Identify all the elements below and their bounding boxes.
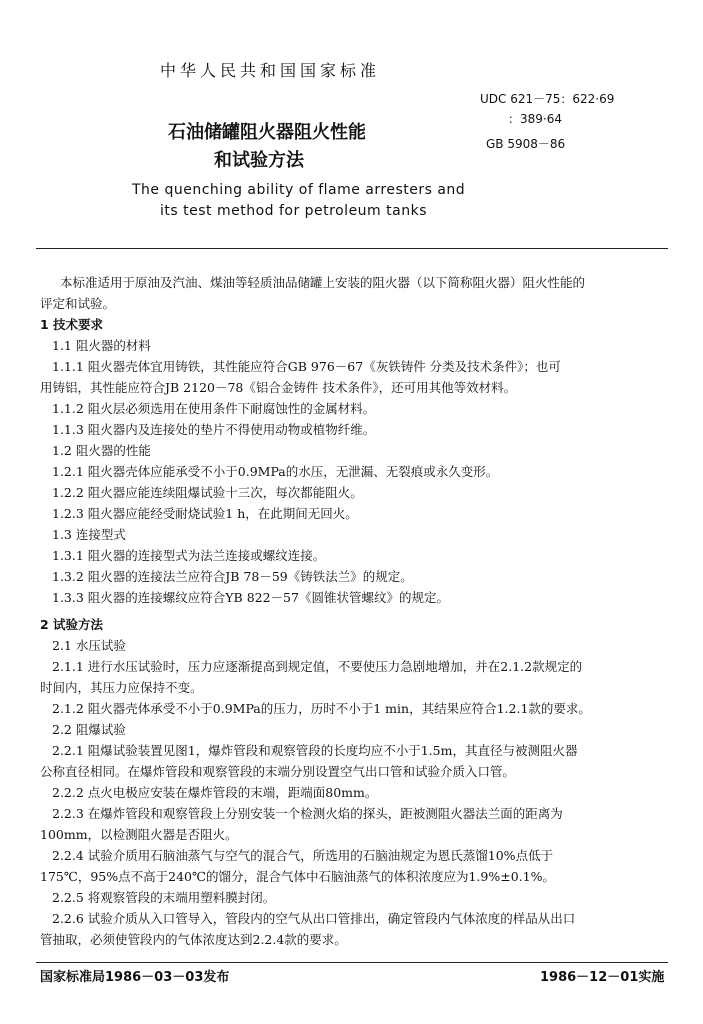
subsection-heading: 1.1 阻火器的材料 <box>52 338 151 353</box>
body-line: 1.3.2 阻火器的连接法兰应符合JB 78－59《铸铁法兰》的规定。 <box>52 569 413 584</box>
body-line: 1.1.2 阻火层必须选用在使用条件下耐腐蚀性的金属材料。 <box>52 401 376 416</box>
body-line: 1.1.3 阻火器内及连接处的垫片不得使用动物或植物纤维。 <box>52 422 376 437</box>
body-line: 2.2.4 试验介质用石脑油蒸气与空气的混合气，所选用的石脑油规定为恩氏蒸馏10%点低于 <box>52 848 554 863</box>
body-line: 100mm，以检测阻火器是否阻火。 <box>40 827 238 842</box>
subsection-heading: 2.1 水压试验 <box>52 638 126 653</box>
subsection-heading: 2.2 阻爆试验 <box>52 722 126 737</box>
body-line: 1.3.3 阻火器的连接螺纹应符合YB 822－57《圆锥状管螺纹》的规定。 <box>52 590 449 605</box>
body-line: 2.2.2 点火电极应安装在爆炸管段的末端，距端面80mm。 <box>52 785 378 800</box>
english-title-line2: its test method for petroleum tanks <box>160 203 427 219</box>
header-rule <box>36 248 668 249</box>
body-line: 时间内，其压力应保持不变。 <box>40 680 203 695</box>
body-line: 2.1.2 阻火器壳体承受不小于0.9MPa的压力，历时不小于1 min，其结果应符合1.2.1款的要求。 <box>52 701 591 716</box>
document-body <box>40 272 666 950</box>
body-line: 公称直径相同。在爆炸管段和观察管段的末端分别设置空气出口管和试验介质入口管。 <box>40 764 516 779</box>
body-line: 175℃，95%点不高于240℃的馏分，混合气体中石脑油蒸气的体积浓度应为1.9%±0.1%。 <box>40 869 555 884</box>
body-line: 用铸铝，其性能应符合JB 2120－78《铝合金铸件 技术条件》，还可用其他等效材料。 <box>40 380 517 395</box>
footer-rule <box>36 962 668 963</box>
body-line: 2.1.1 进行水压试验时，压力应逐渐提高到规定值，不要使压力急剧地增加，并在2.1.2款规定的 <box>52 659 583 674</box>
body-line: 1.1.1 阻火器壳体宜用铸铁，其性能应符合GB 976－67《灰铁铸件 分类及技术条件》；也可 <box>52 359 561 374</box>
issue-date: 国家标准局1986－03－03发布 <box>40 970 230 985</box>
section-heading-2: 2 试验方法 <box>40 617 104 632</box>
body-line: 本标准适用于原油及汽油、煤油等轻质油品储罐上安装的阻火器（以下简称阻火器）阻火性能的 <box>60 275 586 290</box>
body-line: 2.2.5 将观察管段的末端用塑料膜封闭。 <box>52 890 276 905</box>
body-line: 1.3.1 阻火器的连接型式为法兰连接或螺纹连接。 <box>52 548 326 563</box>
document-title-line1: 石油储罐阻火器阻火性能 <box>168 122 366 143</box>
body-line: 2.2.3 在爆炸管段和观察管段上分别安装一个检测火焰的探头，距被测阻火器法兰面的距离为 <box>52 806 563 821</box>
national-standard-heading: 中华人民共和国国家标准 <box>160 61 381 80</box>
body-line: 管抽取，必须使管段内的气体浓度达到2.2.4款的要求。 <box>40 932 347 947</box>
body-line: 2.2.6 试验介质从入口管导入，管段内的空气从出口管排出，确定管段内气体浓度的样品从出口 <box>52 911 576 926</box>
body-line: 2.2.1 阻爆试验装置见图1，爆炸管段和观察管段的长度均应不小于1.5m，其直径与被测阻火器 <box>52 743 578 758</box>
effective-date: 1986－12－01实施 <box>540 970 665 985</box>
body-line: 1.2.1 阻火器壳体应能承受不小于0.9MPa的水压，无泄漏、无裂痕或永久变形。 <box>52 464 499 479</box>
body-line: 1.2.2 阻火器应能连续阻爆试验十三次，每次都能阻火。 <box>52 485 363 500</box>
subsection-heading: 1.3 连接型式 <box>52 527 126 542</box>
document-title-line2: 和试验方法 <box>214 150 304 171</box>
english-title-line1: The quenching ability of flame arresters and <box>132 182 466 198</box>
section-heading-1: 1 技术要求 <box>40 317 104 332</box>
subsection-heading: 1.2 阻火器的性能 <box>52 443 151 458</box>
gb-code: GB 5908－86 <box>486 137 566 151</box>
udc-code-line2: ：389·64 <box>508 112 562 126</box>
body-line: 评定和试验。 <box>40 296 116 311</box>
body-line: 1.2.3 阻火器应能经受耐烧试验1 h，在此期间无回火。 <box>52 506 358 521</box>
udc-code-line1: UDC 621－75：622·69 <box>480 92 615 106</box>
